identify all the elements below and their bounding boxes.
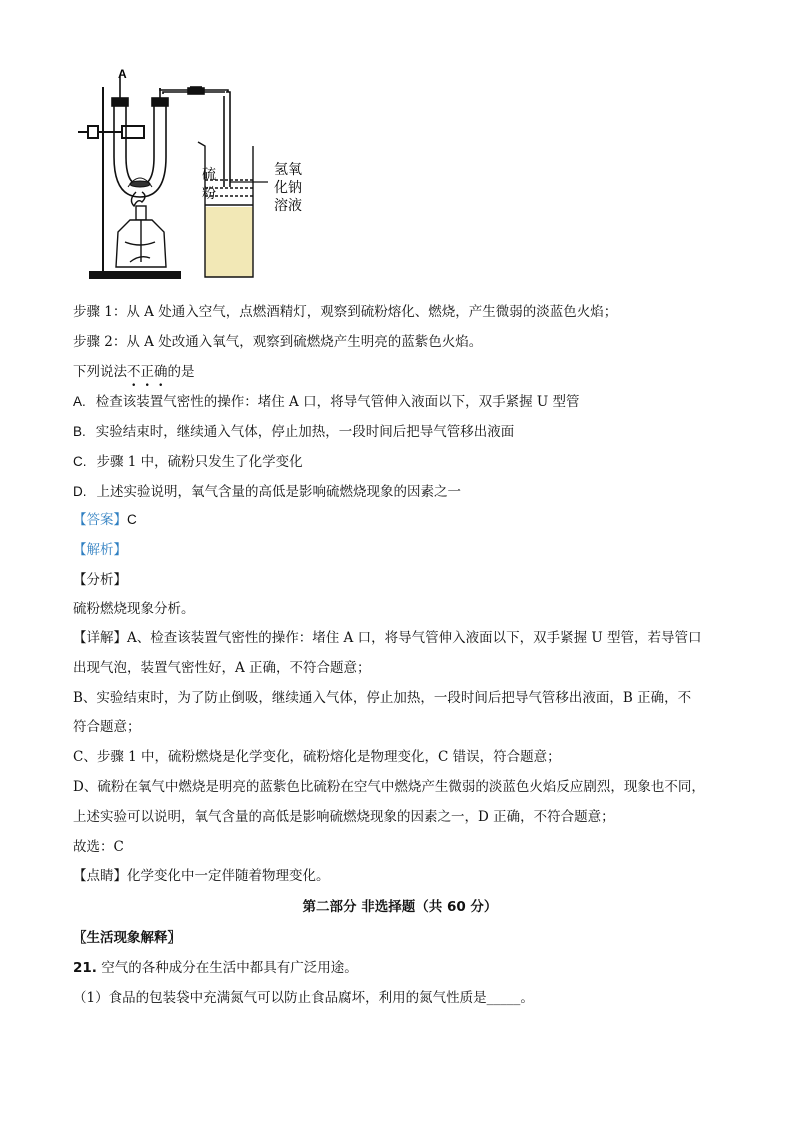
label-solution-1: 氢氧 [274,162,302,178]
subsection-title: 〖生活现象解释〗 [73,930,181,946]
emphasis-char: 不 [127,364,141,380]
option-text: 步骤 1 中，硫粉只发生了化学变化 [96,454,303,470]
question-21-1: （1）食品的包装袋中充满氮气可以防止食品腐坏，利用的氮气性质是_____。 [73,990,534,1006]
dianjing-text: 化学变化中一定伴随着物理变化。 [127,868,330,884]
option-letter: B. [73,424,86,439]
fenxi-text: 硫粉燃烧现象分析。 [73,601,195,617]
apparatus-diagram [70,62,350,282]
option-c [73,452,303,472]
question-text: 空气的各种成分在生活中都具有广泛用途。 [96,960,358,976]
detail-text: A、检查该装置气密性的操作：堵住 A 口，将导气管伸入液面以下，双手紧握 U 型管，若导管口 [127,630,702,646]
detail-line-2: 出现气泡，装置气密性好，A 正确，不符合题意； [73,660,371,676]
beaker [198,142,253,277]
fenxi-tag-text: 【分析】 [73,572,127,588]
alcohol-lamp [116,192,166,267]
option-a [73,392,580,412]
question-21 [73,958,358,978]
emphasis-char: 正 [140,364,154,380]
question-prefix: 下列说法 [73,364,127,380]
sulfur-powder [128,178,152,187]
step-2: 步骤 2：从 A 处改通入氧气，观察到硫燃烧产生明亮的蓝紫色火焰。 [73,334,483,350]
label-a: A [118,67,127,81]
detail-line-4: 符合题意； [73,719,141,735]
detail-line-6: D、硫粉在氧气中燃烧是明亮的蓝紫色比硫粉在空气中燃烧产生微弱的淡蓝色火焰反应剧烈，现象也不同， [73,779,705,795]
label-solution-3: 溶液 [274,198,302,214]
option-text: 上述实验说明，氧气含量的高低是影响硫燃烧现象的因素之一 [96,484,461,500]
detail-line-1 [73,628,702,648]
option-letter: D. [73,484,87,499]
option-letter: C. [73,454,87,469]
option-b [73,422,514,442]
analysis-tag [73,540,127,560]
detail-line-3: B、实验结束时，为了防止倒吸，继续通入气体，停止加热，一段时间后把导气管移出液面，B 正确，不 [73,690,692,706]
dianjing-tag: 【点睛】 [73,868,127,884]
emphasis-char: 确 [154,364,168,380]
dianjing-line [73,866,330,886]
fenxi-tag [73,570,127,590]
detail-line-7: 上述实验可以说明，氧气含量的高低是影响硫燃烧现象的因素之一，D 正确，不符合题意； [73,809,615,825]
label-solution-2: 化钠 [274,180,302,196]
answer-tag: 【答案】 [73,512,127,528]
label-sulfur-1: 硫 [202,167,216,183]
analysis-tag-text: 【解析】 [73,542,127,558]
step-1: 步骤 1：从 A 处通入空气，点燃酒精灯，观察到硫粉熔化、燃烧，产生微弱的淡蓝色火焰； [73,304,618,320]
label-sulfur-2: 粉 [202,186,216,202]
detail-line-8: 故选：C [73,839,124,855]
option-d [73,482,461,502]
option-letter: A. [73,394,86,409]
option-text: 检查该装置气密性的操作：堵住 A 口，将导气管伸入液面以下，双手紧握 U 型管 [95,394,580,410]
answer-value: C [127,512,137,527]
answer-line [73,510,137,530]
option-text: 实验结束时，继续通入气体，停止加热，一段时间后把导气管移出液面 [95,424,515,440]
question-stem [73,362,195,382]
question-number: 21. [73,960,97,976]
question-suffix: 的是 [167,364,195,380]
detail-line-5: C、步骤 1 中，硫粉燃烧是化学变化，硫粉熔化是物理变化，C 错误，符合题意； [73,749,561,765]
section-title: 第二部分 非选择题（共 60 分） [302,899,498,915]
detail-tag: 【详解】 [73,630,127,646]
